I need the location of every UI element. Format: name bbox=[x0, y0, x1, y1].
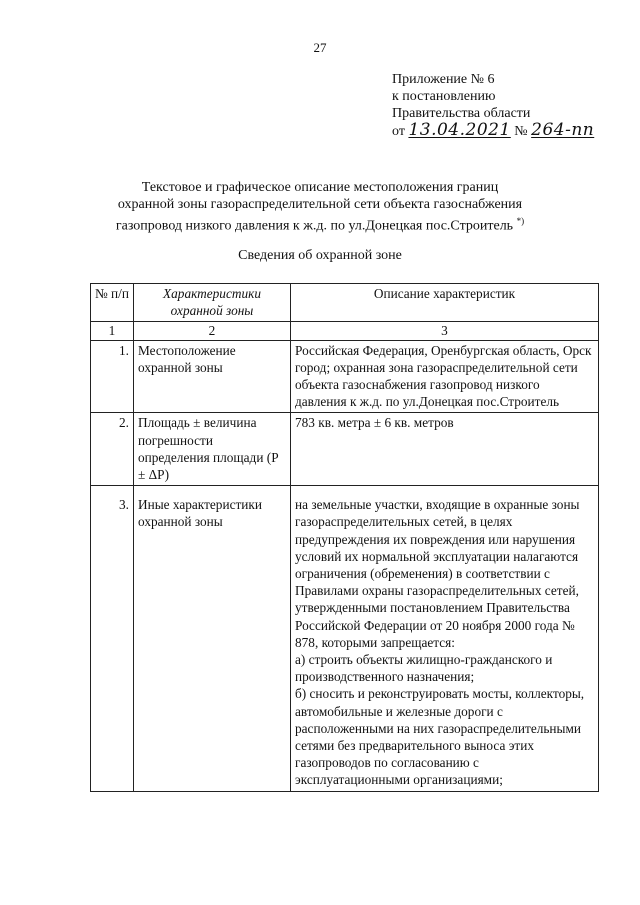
appendix-resolution-line: к постановлению bbox=[392, 89, 496, 104]
row-description: 783 кв. метра ± 6 кв. метров bbox=[291, 413, 599, 486]
index-cell: 1 bbox=[91, 322, 134, 340]
row-description bbox=[291, 486, 599, 791]
row-number: 2. bbox=[91, 413, 134, 486]
footnote-mark: *) bbox=[516, 216, 525, 226]
row-characteristic: Местоположение охранной зоны bbox=[134, 340, 291, 413]
section-subheading: Сведения об охранной зоне bbox=[238, 248, 402, 263]
appendix-date-line bbox=[392, 122, 594, 140]
row-description: Российская Федерация, Оренбургская область, Орск город; охранная зона газораспределительной сети объекта газоснабжения газопровод низкого давления к ж.д. по ул.Донецкая пос.Строитель bbox=[291, 340, 599, 413]
header-num: № п/п bbox=[91, 284, 134, 322]
index-cell: 3 bbox=[291, 322, 599, 340]
heading-line-2: охранной зоны газораспределительной сети объекта газоснабжения bbox=[117, 197, 523, 212]
table-header-row bbox=[91, 284, 599, 322]
restriction-item-b: б) сносить и реконструировать мосты, коллекторы, автомобильные и железные дороги с расположенными на них газораспределительными сетями без предварительного выноса этих газопроводов по согласованию с эксплуатационными организациями; bbox=[295, 686, 585, 788]
index-cell: 2 bbox=[134, 322, 291, 340]
appendix-title: Приложение № 6 bbox=[392, 72, 495, 87]
row-number: 1. bbox=[91, 340, 134, 413]
appendix-government-line: Правительства области bbox=[392, 106, 531, 121]
restrictions-intro: на земельные участки, входящие в охранные зоны газораспределительных сетей, в целях предупреждения их повреждения или нарушения условий их нормальной эксплуатации налагаются ограничения (обременения) в соответствии с Правилами охраны газораспределительных сетей, утвержденными постановлением Правительства Российской Федерации от 20 ноября 2000 года № 878, которыми запрещается: bbox=[295, 497, 580, 650]
table-index-row bbox=[91, 322, 599, 340]
zone-info-table bbox=[90, 283, 599, 792]
table-row bbox=[91, 486, 599, 791]
header-description: Описание характеристик bbox=[291, 284, 599, 322]
row-characteristic: Площадь ± величина погрешности определения площади (P ± ΔP) bbox=[134, 413, 291, 486]
restriction-item-a: а) строить объекты жилищно-гражданского и производственного назначения; bbox=[295, 652, 553, 685]
handwritten-number: 264-пп bbox=[531, 120, 595, 140]
row-number: 3. bbox=[91, 486, 134, 791]
handwritten-date: 13.04.2021 bbox=[408, 120, 511, 140]
heading-line-1: Текстовое и графическое описание местоположения границ bbox=[141, 180, 499, 195]
header-characteristics: Характеристики охранной зоны bbox=[134, 284, 291, 322]
page-number: 27 bbox=[313, 40, 327, 55]
heading-line-3-text: газопровод низкого давления к ж.д. по ул.Донецкая пос.Строитель bbox=[115, 218, 514, 234]
row-characteristic: Иные характеристики охранной зоны bbox=[134, 486, 291, 791]
heading-line-3 bbox=[0, 213, 640, 235]
number-prefix: № bbox=[514, 124, 528, 139]
table-row bbox=[91, 340, 599, 413]
date-prefix: от bbox=[392, 124, 405, 139]
document-heading bbox=[0, 179, 640, 235]
table-row bbox=[91, 413, 599, 486]
appendix-block bbox=[392, 71, 594, 140]
